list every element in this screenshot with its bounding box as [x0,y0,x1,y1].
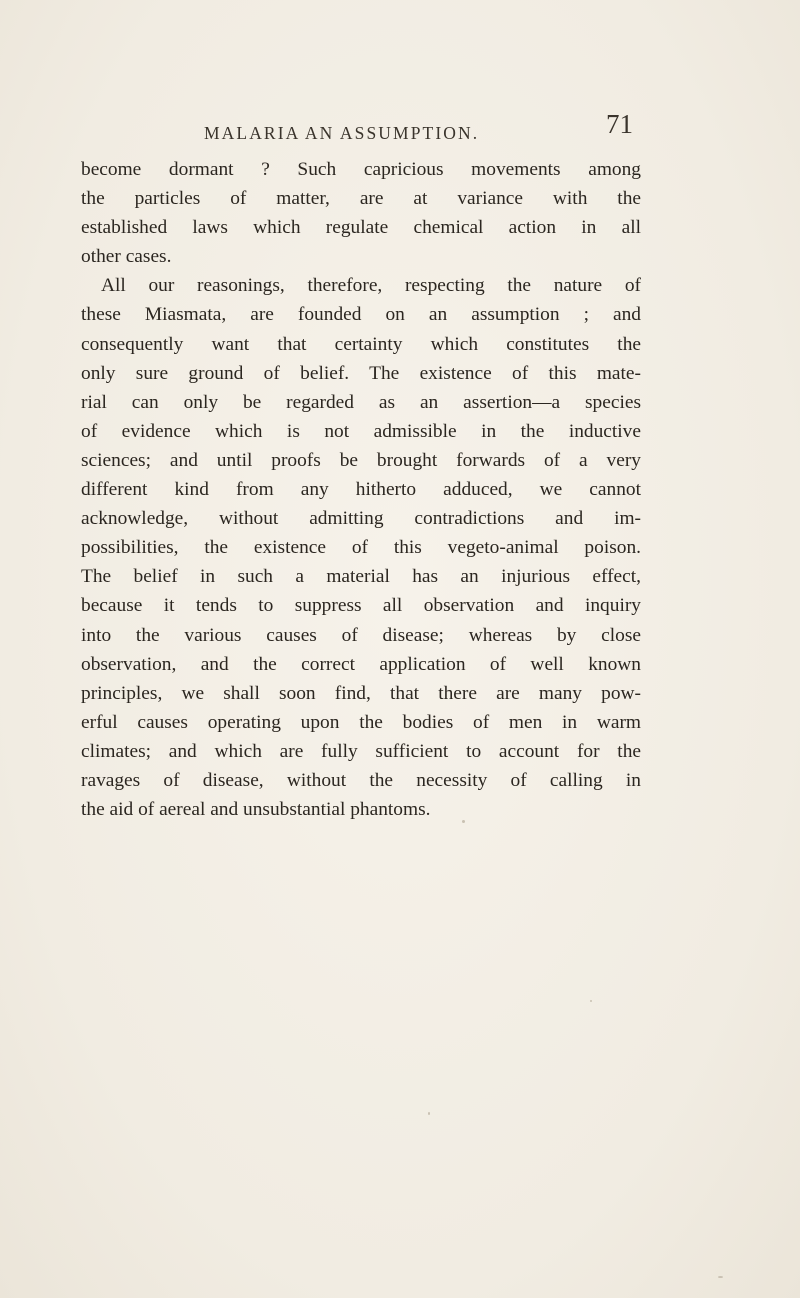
text-line: possibilities, the existence of this vegeto-animal poison. [81,537,641,559]
running-head [204,109,633,145]
paper-speck [428,1112,430,1115]
text-line: these Miasmata, are founded on an assumption ; and [81,304,641,326]
paper-speck [718,1276,723,1278]
text-line: ravages of disease, without the necessity of calling in [81,769,641,791]
paragraph-start-line: All our reasonings, therefore, respecting the nature of [101,275,641,297]
text-line: observation, and the correct application of well known [81,653,641,675]
text-line: of evidence which is not admissible in the inductive [81,420,641,442]
text-line: established laws which regulate chemical action in all [81,217,641,239]
text-line: only sure ground of belief. The existence of this mate- [81,362,641,384]
paper-speck [590,1000,592,1002]
text-line: because it tends to suppress all observation and inquiry [81,595,641,617]
text-line: principles, we shall soon find, that there are many pow- [81,682,641,704]
text-line: erful causes operating upon the bodies of men in warm [81,711,641,733]
running-title: MALARIA AN ASSUMPTION. [204,123,480,143]
text-line: the particles of matter, are at variance with the [81,188,641,210]
text-line: into the various causes of disease; whereas by close [81,624,641,646]
text-line: climates; and which are fully sufficient to account for the [81,740,641,762]
text-line: acknowledge, without admitting contradictions and im- [81,508,641,530]
text-line: become dormant ? Such capricious movements among [81,159,641,180]
paper-speck [462,820,465,823]
text-line: different kind from any hitherto adduced, we cannot [81,479,641,501]
text-line: rial can only be regarded as an assertion—a species [81,391,641,413]
text-line: other cases. [81,246,172,268]
text-line: sciences; and until proofs be brought forwards of a very [81,449,641,471]
body-text [81,155,641,824]
text-line: The belief in such a material has an injurious effect, [81,566,641,588]
page-number: 71 [606,109,633,139]
text-line: the aid of aereal and unsubstantial phantoms. [81,799,431,821]
text-line: consequently want that certainty which constitutes the [81,333,641,355]
